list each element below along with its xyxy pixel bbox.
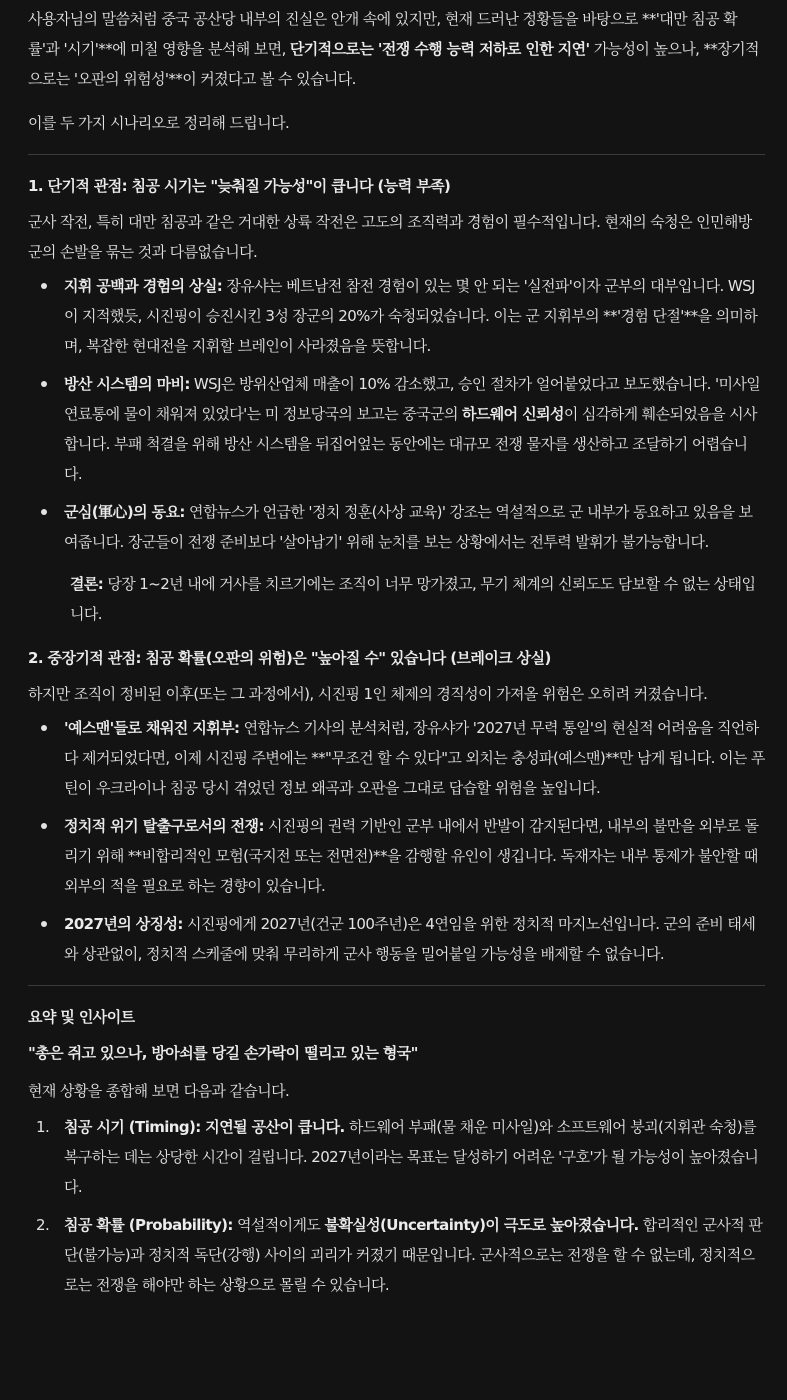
- summary-list: [28, 1112, 765, 1300]
- list-item-text: 장유샤는 베트남전 참전 경험이 있는 몇 안 되는 '실전파'이자 군부의 대부입니다. WSJ이 지적했듯, 시진핑이 승진시킨 3성 장군의 20%가 숙청되었습니다. 이는 군 지휘부의 **'경험 단절'**을 의미하며, 복잡한 현대전을 지휘할 브레인이 사라졌음을 뜻합니다.: [64, 277, 758, 355]
- list-item: [28, 369, 765, 489]
- intro-bold: 단기적으로는 '전쟁 수행 능력 저하로 인한 지연': [289, 40, 590, 58]
- section2-heading: 2. 중장기적 관점: 침공 확률(오판의 위험)은 "높아질 수" 있습니다 (브레이크 상실): [28, 649, 551, 667]
- item-title: 침공 시기 (Timing): 지연될 공산이 큽니다.: [64, 1118, 345, 1136]
- summary-quote: "총은 쥐고 있으나, 방아쇠를 당길 손가락이 떨리고 있는 형국": [28, 1044, 418, 1062]
- section2-list: [28, 713, 765, 969]
- list-item-title: 지휘 공백과 경험의 상실:: [64, 277, 223, 295]
- list-item: [28, 811, 765, 901]
- list-item-text: 시진핑의 권력 기반인 군부 내에서 반발이 감지된다면, 내부의 불만을 외부로 돌리기 위해 **비합리적인 모험(국지전 또는 전면전)**을 감행할 유인이 생깁니다. 독재자는 내부 통제가 불안할 때 외부의 적을 필요로 하는 경향이 있습니다.: [64, 817, 759, 895]
- list-item-title: 2027년의 상징성:: [64, 915, 183, 933]
- section1-heading: 1. 단기적 관점: 침공 시기는 "늦춰질 가능성"이 큽니다 (능력 부족): [28, 177, 451, 195]
- item-text: 합리적인 군사적 판단(불가능)과 정치적 독단(강행) 사이의 괴리가 커졌기 때문입니다. 군사적으로는 전쟁을 할 수 없는데, 정치적으로는 전쟁을 해야만 하는 상황으로 몰릴 수 있습니다.: [64, 1216, 763, 1294]
- divider: [28, 154, 765, 155]
- intro-text-a: 사용자님의 말씀처럼 중국 공산당 내부의 진실은 안개 속에 있지만, 현재 드러난 정황들을 바탕으로 **'대만 침공 확률'과 '시기'**에 미칠 영향을 분석해 보면,: [28, 10, 738, 58]
- section1-list: [28, 271, 765, 557]
- list-item-text: 연합뉴스 기사의 분석처럼, 장유샤가 '2027년 무력 통일'의 현실적 어려움을 직언하다 제거되었다면, 이제 시진핑 주변에는 **"무조건 할 수 있다"고 외치는 충성파(예스맨)**만 남게 됩니다. 이는 푸틴이 우크라이나 침공 당시 겪었던 정보 왜곡과 오판을 그대로 답습할 위험을 높입니다.: [64, 719, 765, 797]
- list-item: [28, 271, 765, 361]
- item-number: 1.: [36, 1118, 50, 1136]
- divider: [28, 985, 765, 986]
- conclusion-text: 당장 1~2년 내에 거사를 치르기에는 조직이 너무 망가졌고, 무기 체계의 신뢰도도 담보할 수 없는 상태입니다.: [70, 575, 756, 623]
- summary-intro: 현재 상황을 종합해 보면 다음과 같습니다.: [28, 1082, 290, 1100]
- list-item-title: 군심(軍心)의 동요:: [64, 503, 185, 521]
- list-item: [28, 713, 765, 803]
- item-bold: 불확실성(Uncertainty)이 극도로 높아졌습니다.: [324, 1216, 639, 1234]
- list-item: [28, 497, 765, 557]
- intro-summary-line: 이를 두 가지 시나리오로 정리해 드립니다.: [28, 114, 290, 132]
- item-text: 역설적이게도: [232, 1216, 325, 1234]
- item-number: 2.: [36, 1216, 50, 1234]
- intro-paragraph: [28, 4, 765, 94]
- list-item-text: WSJ은 방위산업체 매출이 10% 감소했고, 승인 절차가 얼어붙었다고 보도했습니다. '미사일 연료통에 물이 채워져 있었다'는 미 정보당국의 보고는 중국군의: [64, 375, 761, 423]
- section1-conclusion: [28, 569, 765, 629]
- section2-intro: 하지만 조직이 정비된 이후(또는 그 과정에서), 시진핑 1인 체제의 경직성이 가져올 위험은 오히려 커졌습니다.: [28, 685, 708, 703]
- list-item-title: 방산 시스템의 마비:: [64, 375, 190, 393]
- section1-intro: 군사 작전, 특히 대만 침공과 같은 거대한 상륙 작전은 고도의 조직력과 경험이 필수적입니다. 현재의 숙청은 인민해방군의 손발을 묶는 것과 다름없습니다.: [28, 213, 752, 261]
- list-item: [28, 909, 765, 969]
- list-item-text: 연합뉴스가 언급한 '정치 정훈(사상 교육)' 강조는 역설적으로 군 내부가 동요하고 있음을 보여줍니다. 장군들이 전쟁 준비보다 '살아남기' 위해 눈치를 보는 상황에서는 전투력 발휘가 불가능합니다.: [64, 503, 753, 551]
- summary-heading: 요약 및 인사이트: [28, 1008, 135, 1026]
- list-item-bold: 하드웨어 신뢰성: [462, 405, 564, 423]
- list-item-title: 정치적 위기 탈출구로서의 전쟁:: [64, 817, 264, 835]
- intro-text-b: 가능성이 높으나, **장기적으로는 '오판의 위험성'**이 커졌다고 볼 수 있습니다.: [28, 40, 759, 88]
- numbered-item: [28, 1112, 765, 1202]
- conclusion-label: 결론:: [70, 575, 104, 593]
- list-item-title: '예스맨'들로 채워진 지휘부:: [64, 719, 240, 737]
- item-text: 하드웨어 부패(물 채운 미사일)와 소프트웨어 붕괴(지휘관 숙청)를 복구하는 데는 상당한 시간이 걸립니다. 2027년이라는 목표는 달성하기 어려운 '구호'가 될 가능성이 높아졌습니다.: [64, 1118, 759, 1196]
- item-title: 침공 확률 (Probability):: [64, 1216, 233, 1234]
- list-item-text: 시진핑에게 2027년(건군 100주년)은 4연임을 위한 정치적 마지노선입니다. 군의 준비 태세와 상관없이, 정치적 스케줄에 맞춰 무리하게 군사 행동을 밀어붙일 가능성을 배제할 수 없습니다.: [64, 915, 756, 963]
- list-item-text: 이 심각하게 훼손되었음을 시사합니다. 부패 척결을 위해 방산 시스템을 뒤집어엎는 동안에는 대규모 전쟁 물자를 생산하고 조달하기 어렵습니다.: [64, 405, 757, 483]
- numbered-item: [28, 1210, 765, 1300]
